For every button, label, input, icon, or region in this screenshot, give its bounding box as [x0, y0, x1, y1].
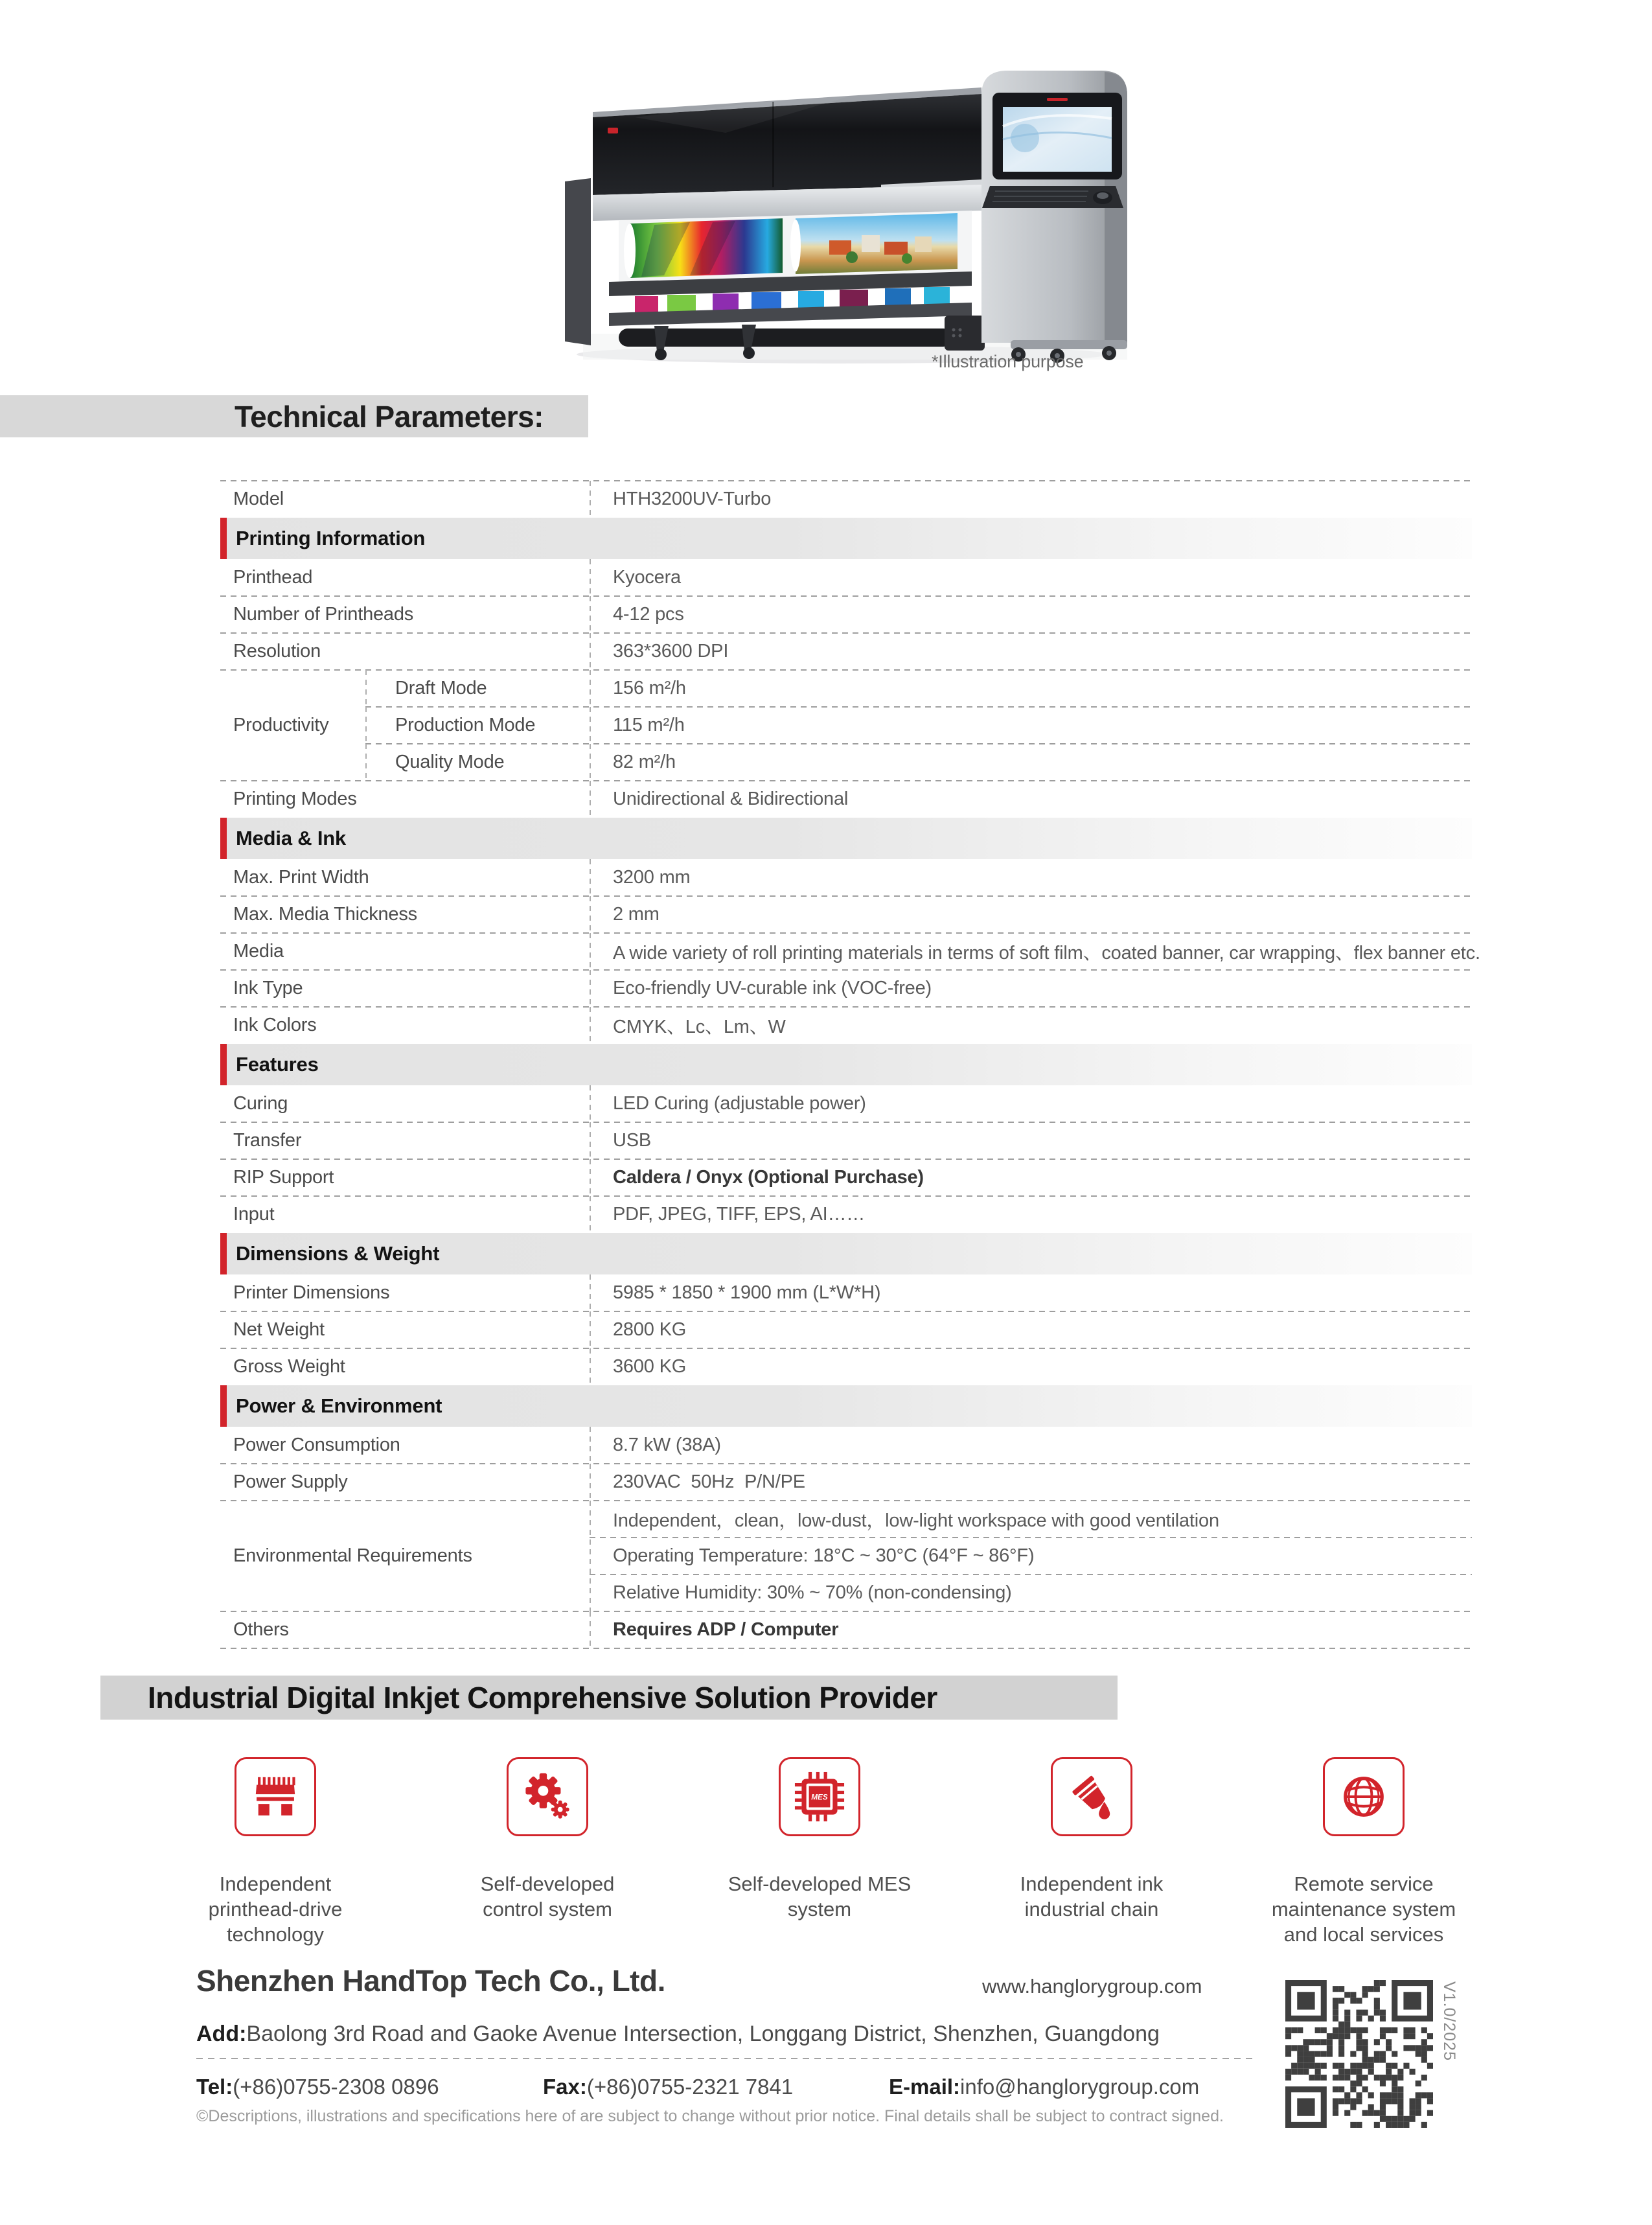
- spec-value: PDF, JPEG, TIFF, EPS, AI……: [590, 1196, 1472, 1233]
- spec-row: [220, 1196, 1472, 1233]
- spec-multirow: [220, 1501, 1472, 1611]
- disclaimer-text: ©Descriptions, illustrations and specifications here of are subject to change without prior notice. Final details shall be subject to contract signed.: [196, 2107, 1224, 2125]
- qr-code: [1285, 1980, 1433, 2128]
- spec-label: Input: [233, 1204, 275, 1225]
- spec-label: Transfer: [233, 1130, 302, 1151]
- solution-card: [1323, 1757, 1405, 1836]
- section-title: Media & Ink: [236, 827, 347, 849]
- spec-label: Others: [233, 1619, 289, 1640]
- spec-label: Curing: [233, 1093, 288, 1114]
- spec-row: [220, 896, 1472, 933]
- fax-label: Fax:: [543, 2075, 587, 2099]
- ink-bucket-icon: [1064, 1770, 1119, 1824]
- solution-card: [507, 1757, 588, 1836]
- spec-sublabel: Production Mode: [365, 707, 590, 744]
- spec-value: LED Curing (adjustable power): [590, 1085, 1472, 1122]
- spec-value: A wide variety of roll printing materials in terms of soft film、coated banner, car wrapping、flex banner etc.: [590, 933, 1480, 970]
- spec-group-row: [220, 670, 1472, 781]
- spec-row: [220, 970, 1472, 1007]
- spec-row: [220, 633, 1472, 670]
- section-header: [220, 1233, 1472, 1274]
- spec-label: Printer Dimensions: [233, 1282, 390, 1303]
- fax-contact: [543, 2075, 793, 2099]
- solution-heading-title: Industrial Digital Inkjet Comprehensive Solution Provider: [148, 1681, 937, 1714]
- spec-value: Caldera / Onyx (Optional Purchase): [590, 1159, 1472, 1196]
- spec-row: [220, 1274, 1472, 1311]
- spec-subrow: [365, 670, 1472, 707]
- spec-row: [220, 596, 1472, 633]
- solution-caption: Remote service maintenance system and local services: [1271, 1873, 1456, 1946]
- spec-value: 2800 KG: [590, 1311, 1472, 1348]
- company-address: [196, 2022, 1160, 2047]
- spec-value: 156 m²/h: [590, 670, 1472, 707]
- spec-label: Max. Print Width: [233, 867, 369, 888]
- company-website: www.hanglorygroup.com: [982, 1975, 1202, 1998]
- footer-divider: [196, 2058, 1252, 2059]
- spec-row: [220, 559, 1472, 596]
- section-accent-bar: [220, 518, 227, 559]
- spec-subrows: [365, 670, 1472, 781]
- technical-parameters-heading: [0, 395, 588, 437]
- spec-row: [220, 1159, 1472, 1196]
- section-accent-bar: [220, 1385, 227, 1427]
- section-header: [220, 818, 1472, 859]
- spec-row: [220, 933, 1480, 970]
- spec-label: Number of Printheads: [233, 604, 414, 625]
- spec-value: Eco-friendly UV-curable ink (VOC-free): [590, 970, 1472, 1007]
- globe-icon: [1337, 1770, 1391, 1824]
- section-title: Power & Environment: [236, 1394, 442, 1417]
- spec-row: [220, 859, 1472, 896]
- spec-row: [220, 1085, 1472, 1122]
- email-value: info@hanglorygroup.com: [960, 2075, 1200, 2099]
- spec-label: Net Weight: [233, 1319, 325, 1340]
- email-contact: [889, 2075, 1199, 2099]
- spec-multi-values: [590, 1501, 1472, 1611]
- solution-caption: Self-developed MES system: [728, 1873, 912, 1920]
- spec-sublabel: Quality Mode: [365, 744, 590, 781]
- spec-row: [220, 1427, 1472, 1464]
- spec-row: [220, 1464, 1472, 1501]
- printer-illustration: [557, 55, 1153, 366]
- tel-contact: [196, 2075, 439, 2099]
- solution-card: [779, 1757, 860, 1836]
- section-header: [220, 1044, 1472, 1085]
- email-label: E-mail:: [889, 2075, 961, 2099]
- fax-number: (+86)0755-2321 7841: [586, 2075, 794, 2099]
- spec-value: 82 m²/h: [590, 744, 1472, 781]
- solution-card: [235, 1757, 316, 1836]
- spec-value: 4-12 pcs: [590, 596, 1472, 633]
- spec-row: [220, 1311, 1472, 1348]
- solution-caption: Self-developed control system: [480, 1873, 615, 1920]
- address-value: Baolong 3rd Road and Gaoke Avenue Intersection, Longgang District, Shenzhen, Guangdong: [246, 2022, 1160, 2046]
- spec-value: 230VAC 50Hz P/N/PE: [590, 1464, 1472, 1501]
- spec-row: [220, 1348, 1472, 1385]
- spec-value: 3600 KG: [590, 1348, 1472, 1385]
- spec-label: Ink Type: [233, 978, 303, 998]
- section-header: [220, 518, 1472, 559]
- spec-label: Max. Media Thickness: [233, 904, 417, 925]
- section-title: Features: [236, 1053, 319, 1076]
- section-title: Dimensions & Weight: [236, 1242, 440, 1265]
- address-label: Add:: [196, 2022, 247, 2046]
- spec-value: 5985 * 1850 * 1900 mm (L*W*H): [590, 1274, 1472, 1311]
- mes-chip-icon: [792, 1770, 847, 1824]
- spec-label: Productivity: [233, 715, 329, 735]
- spec-table: [220, 481, 1480, 1648]
- spec-label: Printhead: [233, 567, 313, 588]
- svg-text:MES: MES: [811, 1792, 828, 1802]
- spec-value: HTH3200UV-Turbo: [590, 481, 1472, 518]
- gears-icon: [520, 1770, 575, 1824]
- spec-value: 8.7 kW (38A): [590, 1427, 1472, 1464]
- section-title: Printing Information: [236, 527, 426, 549]
- section-header: [220, 1385, 1472, 1427]
- spec-subrow: [365, 744, 1472, 781]
- spec-row: [220, 781, 1472, 818]
- spec-label: RIP Support: [233, 1167, 334, 1188]
- spec-sublabel: Draft Mode: [365, 670, 590, 707]
- section-accent-bar: [220, 1044, 227, 1085]
- spec-row: [220, 1007, 1472, 1044]
- solution-heading-band: [100, 1676, 1118, 1720]
- spec-row: [220, 1122, 1472, 1159]
- illustration-caption: *Illustration purpose: [932, 352, 1084, 371]
- solution-card: [1051, 1757, 1132, 1836]
- solution-caption: Independent printhead-drive technology: [208, 1873, 343, 1946]
- spec-value: Requires ADP / Computer: [590, 1611, 1472, 1648]
- spec-value: 2 mm: [590, 896, 1472, 933]
- tel-number: (+86)0755-2308 0896: [233, 2075, 439, 2099]
- technical-parameters-title: Technical Parameters:: [235, 399, 544, 433]
- spec-value: Unidirectional & Bidirectional: [590, 781, 1472, 818]
- section-accent-bar: [220, 818, 227, 859]
- spec-label: Printing Modes: [233, 789, 357, 809]
- spec-value: USB: [590, 1122, 1472, 1159]
- spec-row: [220, 1611, 1472, 1648]
- spec-label: Model: [233, 489, 284, 509]
- solution-caption: Independent ink industrial chain: [1020, 1873, 1164, 1920]
- spec-label: Power Consumption: [233, 1435, 400, 1455]
- spec-value: 3200 mm: [590, 859, 1472, 896]
- spec-value: Independent，clean，low-dust，low-light workspace with good ventilation: [613, 1510, 1219, 1531]
- spec-label: Resolution: [233, 641, 321, 662]
- company-name: Shenzhen HandTop Tech Co., Ltd.: [196, 1964, 665, 1998]
- spec-value: Kyocera: [590, 559, 1472, 596]
- spec-value: Relative Humidity: 30% ~ 70% (non-condensing): [590, 1574, 1472, 1611]
- spec-label: Environmental Requirements: [233, 1545, 472, 1566]
- printer-image: [557, 55, 1153, 366]
- spec-label: Gross Weight: [233, 1356, 345, 1377]
- spec-row: [220, 481, 1472, 518]
- spec-value: 115 m²/h: [590, 707, 1472, 744]
- version-label: V1.0/2025: [1440, 1981, 1458, 2061]
- spec-label: Ink Colors: [233, 1015, 317, 1035]
- spec-value: 363*3600 DPI: [590, 633, 1472, 670]
- section-accent-bar: [220, 1233, 227, 1274]
- tel-label: Tel:: [196, 2075, 233, 2099]
- spec-value: CMYK、Lc、Lm、W: [590, 1007, 1472, 1044]
- printhead-icon: [248, 1770, 303, 1824]
- spec-label: Power Supply: [233, 1471, 348, 1492]
- spec-subrow: [365, 707, 1472, 744]
- spec-value: Operating Temperature: 18°C ~ 30°C (64°F ~ 86°F): [590, 1538, 1472, 1574]
- spec-label: Media: [233, 941, 284, 962]
